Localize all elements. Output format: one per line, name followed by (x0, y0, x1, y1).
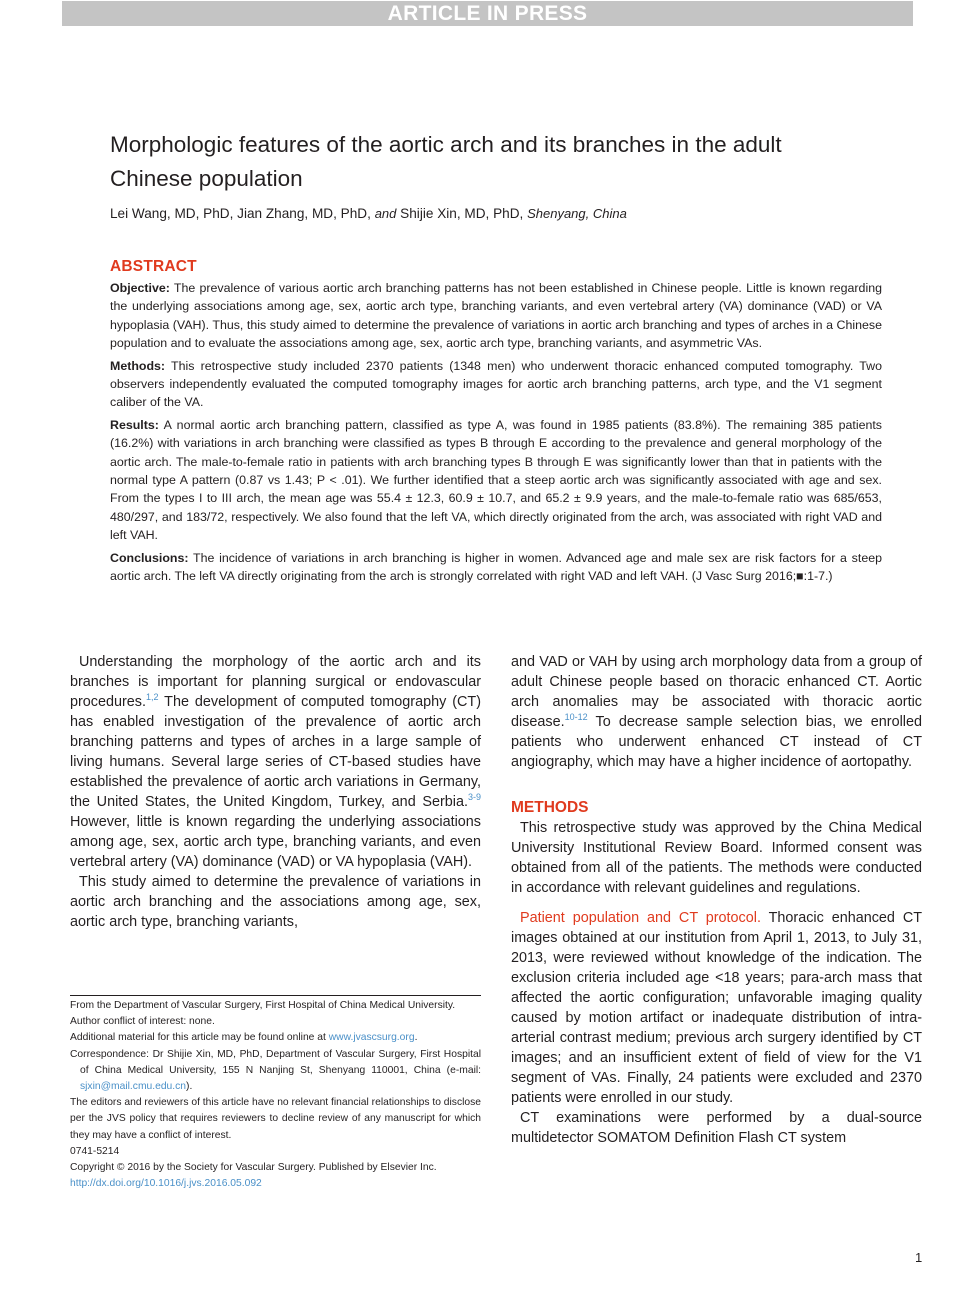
footnote-copyright: Copyright © 2016 by the Society for Vascular Surgery. Published by Elsevier Inc. (70, 1162, 437, 1174)
methods-heading: METHODS (511, 799, 589, 816)
footnote-additional (70, 1030, 481, 1046)
body-right-column (511, 652, 922, 1148)
citation-link[interactable]: 3-9 (467, 792, 481, 803)
conclusions-label: Conclusions: (110, 550, 189, 565)
abstract-methods (110, 357, 882, 412)
abstract-results (110, 416, 882, 545)
footnote-editors: The editors and reviewers of this article have no relevant financial relationships to disclose per the JVS policy that requires reviewers to decline review of any manuscript for which they may have a conflict of interest. (70, 1097, 481, 1141)
methods-paragraph-3: CT examinations were performed by a dual-source multidetector SOMATOM Definition Flash CT system (511, 1110, 922, 1146)
intro-paragraph-2: This study aimed to determine the prevalence of variations in aortic arch branching and the associations among age, sex, aortic arch type, branching variants, (70, 874, 481, 930)
citation-link[interactable]: 1,2 (146, 692, 159, 703)
article-title: Morphologic features of the aortic arch and its branches in the adult Chinese population (110, 132, 782, 191)
results-text: A normal aortic arch branching pattern, classified as type A, was found in 1985 patients (83.8%). The remaining 385 patients (16.2%) with variations in arch branching were classified as types B through E according to the prevalence and general morphology of the aortic arch. The male-to-female ratio in patients with arch branching types B through E was significantly lower than that in patients with the normal type A pattern (0.87 vs 1.43; P < .01). We further identified that a steep aortic arch was significantly associated with age and sex. From the types I to III arch, the mean age was 55.4 ± 12.3, 60.9 ± 10.7, and 65.2 ± 9.9 years, and the male-to-female ratio was 685/653, 480/297, and 183/72, respectively. We also found that the left VA, which directly originated from the arch, was associated with right VAD and left VAH. (110, 417, 882, 543)
results-label: Results: (110, 417, 159, 432)
author-line (110, 204, 870, 224)
author-names: Lei Wang, MD, PhD, Jian Zhang, MD, PhD, (110, 206, 371, 221)
footnotes (70, 998, 481, 1192)
author-location: Shenyang, China (527, 206, 627, 221)
correspondence-end: ). (186, 1081, 193, 1093)
journal-website-link[interactable]: www.jvascsurg.org (328, 1032, 415, 1044)
author-and: and (374, 206, 397, 221)
page-number: 1 (915, 1250, 923, 1265)
methods-paragraph-2-text: Thoracic enhanced CT images obtained at our institution from April 1, 2013, to July 31, 2013, were reviewed without knowledge of the indication. The exclusion criteria included age <18 years; para-arch mass that affected the aortic configuration; unfavorable imaging quality caused by motion artifact or inadequate distribution of intra-arterial contrast medium; previous arch surgery identified by CT images; and an insufficient extent of field of view for the V1 segment of VAs. Finally, 24 patients were excluded and 2370 patients were enrolled in our study. (511, 910, 922, 1106)
intro-text-a: Understanding the morphology of the aortic arch and its branches is important for planning surgical or endovascular procedures. (70, 654, 481, 710)
methods-paragraph-2 (511, 908, 922, 1108)
methods-paragraph-1: This retrospective study was approved by the China Medical University Institutional Review Board. Informed consent was obtained from all of the patients. The methods were conducted in accordance with relevant guidelines and regulations. (511, 820, 922, 896)
body-left-column (70, 652, 481, 932)
footnote-additional-end: . (414, 1032, 418, 1044)
footnote-doi (70, 1176, 481, 1192)
correspondence-text: Correspondence: Dr Shijie Xin, MD, PhD, Department of Vascular Surgery, First Hospital of China Medical University, 155 N Nanjing St, Shenyang 110001, China (e-mail: (70, 1048, 481, 1076)
footnote-conflict: Author conflict of interest: none. (70, 1016, 215, 1028)
objective-text: The prevalence of various aortic arch branching patterns has not been established in Chinese people. Little is known regarding the underlying associations among age, sex, aortic arch type, branching variants, and even vertebral artery (VA) dominance (VAD) or VA hypoplasia (VAH). Thus, this study aimed to determine the prevalence of variations in aortic arch branching and types of arches in a Chinese population and to evaluate the associations among age, sex, aortic arch type, branching variants, and asymmetric VAs. (110, 281, 882, 351)
intro-paragraph-1 (70, 652, 481, 872)
email-link[interactable]: sjxin@mail.cmu.edu.cn (80, 1081, 187, 1093)
article-in-press-banner: ARTICLE IN PRESS (62, 1, 913, 26)
footnote-issn: 0741-5214 (70, 1145, 120, 1157)
intro-cont-text-a: and VAD or VAH by using arch morphology data from a group of adult Chinese people based on thoracic enhanced CT. Aortic arch anomalies may be associated with thoracic aortic disease. (511, 654, 922, 730)
footnote-affiliation: From the Department of Vascular Surgery, First Hospital of China Medical University. (70, 1000, 456, 1011)
abstract-body (110, 279, 882, 590)
patient-population-subheading: Patient population and CT protocol. (520, 910, 761, 926)
intro-text-b: The development of computed tomography (CT) has enabled investigation of the prevalence of aortic arch branching patterns and types of arches in a large sample of living humans. Several large series of CT-based studies have established the prevalence of aortic arch variations in Germany, the United States, the United Kingdom, Turkey, and Serbia. (70, 694, 481, 810)
methods-label: Methods: (110, 358, 166, 373)
objective-label: Objective: (110, 281, 170, 295)
doi-link[interactable]: http://dx.doi.org/10.1016/j.jvs.2016.05.092 (70, 1178, 262, 1190)
footnote-correspondence (70, 1047, 481, 1096)
intro-paragraph-3 (511, 652, 922, 772)
footnote-additional-text: Additional material for this article may be found online at (70, 1032, 329, 1044)
intro-text-c: However, little is known regarding the underlying associations among age, sex, aortic arch type, branching variants, and even vertebral artery (VA) dominance (VAD) or VA hypoplasia (VAH). (70, 814, 481, 870)
intro-cont-text-b: To decrease sample selection bias, we enrolled patients who underwent enhanced CT instead of CT angiography, which may have a higher incidence of aortopathy. (511, 714, 922, 770)
abstract-conclusions (110, 549, 882, 586)
methods-text: This retrospective study included 2370 patients (1348 men) who underwent thoracic enhanced computed tomography. Two observers independently evaluated the computed tomography images for aortic arch branching patterns, arch type, and the V1 segment caliber of the VA. (110, 358, 882, 410)
citation-link[interactable]: 10-12 (564, 712, 588, 723)
abstract-heading: ABSTRACT (110, 258, 197, 275)
conclusions-text: The incidence of variations in arch branching is higher in women. Advanced age and male sex are risk factors for a steep aortic arch. The left VA directly originating from the arch is strongly correlated with right VAD and left VAH. (J Vasc Surg 2016;■:1-7.) (110, 550, 882, 584)
abstract-objective (110, 279, 882, 353)
author-last: Shijie Xin, MD, PhD, (400, 206, 524, 221)
footnote-divider (70, 995, 481, 996)
